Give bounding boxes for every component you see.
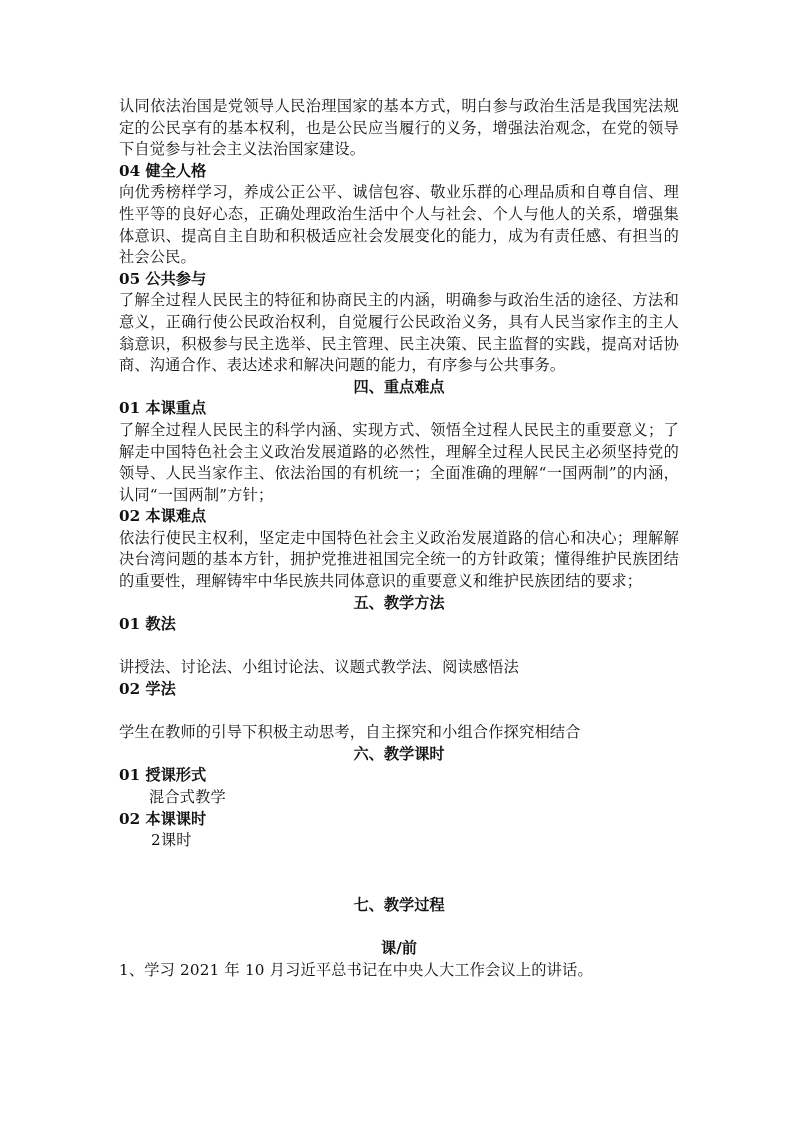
section-title-class-hours: 六、教学课时 — [353, 744, 445, 763]
paragraph-teaching-method: 讲授法、讨论法、小组讨论法、议题式教学法、阅读感悟法 — [119, 658, 520, 677]
value-teaching-form: 混合式教学 — [149, 788, 226, 806]
spacer — [119, 917, 679, 939]
heading-difficult-points: 02 本课难点 — [119, 507, 207, 526]
paragraph-learning-method: 学生在教师的引导下积极主动思考，自主探究和小组合作探究相结合 — [119, 723, 581, 742]
heading-key-points: 01 本课重点 — [119, 399, 207, 418]
subtitle-before-class: 课/前 — [381, 939, 417, 958]
paragraph-rule-of-law: 认同依法治国是党领导人民治理国家的基本方式，明白参与政治生活是我国宪法规定的公民享有的基本权利，也是公民应当履行的义务，增强法治观念，在党的领导下自觉参与社会主义法治国家建设。 — [119, 97, 679, 159]
paragraph-public-participation: 了解全过程人民民主的特征和协商民主的内涵，明确参与政治生活的途径、方法和意义，正确行使公民政治权利，自觉履行公民政治义务，具有人民当家作主的主人翁意识，积极参与民主选举、民主管理、民主决策、民主监督的实践，提高对话协商、沟通合作、表达述求和解决问题的能力，有序参与公共事务。 — [119, 291, 679, 375]
heading-05-public-participation: 05 公共参与 — [119, 269, 207, 288]
spacer — [119, 852, 679, 874]
heading-teaching-method: 01 教法 — [119, 615, 176, 634]
spacer — [119, 701, 679, 723]
heading-learning-method: 02 学法 — [119, 680, 176, 699]
paragraph-personality: 向优秀榜样学习，养成公正公平、诚信包容、敬业乐群的心理品质和自尊自信、理性平等的良好心态，正确处理政治生活中个人与社会、个人与他人的关系，增强集体意识、提高自主自助和积极适应社会发展变化的能力，成为有责任感、有担当的社会公民。 — [119, 183, 679, 267]
section-title-teaching-process: 七、教学过程 — [353, 895, 445, 914]
heading-class-hours: 02 本课课时 — [119, 809, 207, 828]
list-item-before-class-1: 1、学习 2021 年 10 月习近平总书记在中央人大工作会议上的讲话。 — [119, 960, 593, 979]
spacer — [119, 636, 679, 658]
heading-teaching-form: 01 授课形式 — [119, 766, 207, 785]
section-title-key-points: 四、重点难点 — [353, 377, 445, 396]
paragraph-difficult-points: 依法行使民主权利，坚定走中国特色社会主义政治发展道路的信心和决心；理解解决台湾问题的基本方针，拥护党推进祖国完全统一的方针政策；懂得维护民族团结的重要性，理解铸牢中华民族共同体意识的重要意义和维护民族团结的要求； — [119, 528, 679, 591]
section-title-teaching-methods: 五、教学方法 — [353, 593, 445, 612]
spacer — [119, 873, 679, 895]
value-class-hours: 2课时 — [151, 831, 192, 850]
heading-04-personality: 04 健全人格 — [119, 161, 207, 180]
paragraph-key-points: 了解全过程人民民主的科学内涵、实现方式、领悟全过程人民民主的重要意义；了解走中国特色社会主义政治发展道路的必然性，理解全过程人民民主必须坚持党的领导、人民当家作主、依法治国的有机统一；全面准确的理解“一国两制”的内涵，认同“一国两制”方针； — [119, 420, 679, 504]
document-page — [119, 96, 679, 981]
